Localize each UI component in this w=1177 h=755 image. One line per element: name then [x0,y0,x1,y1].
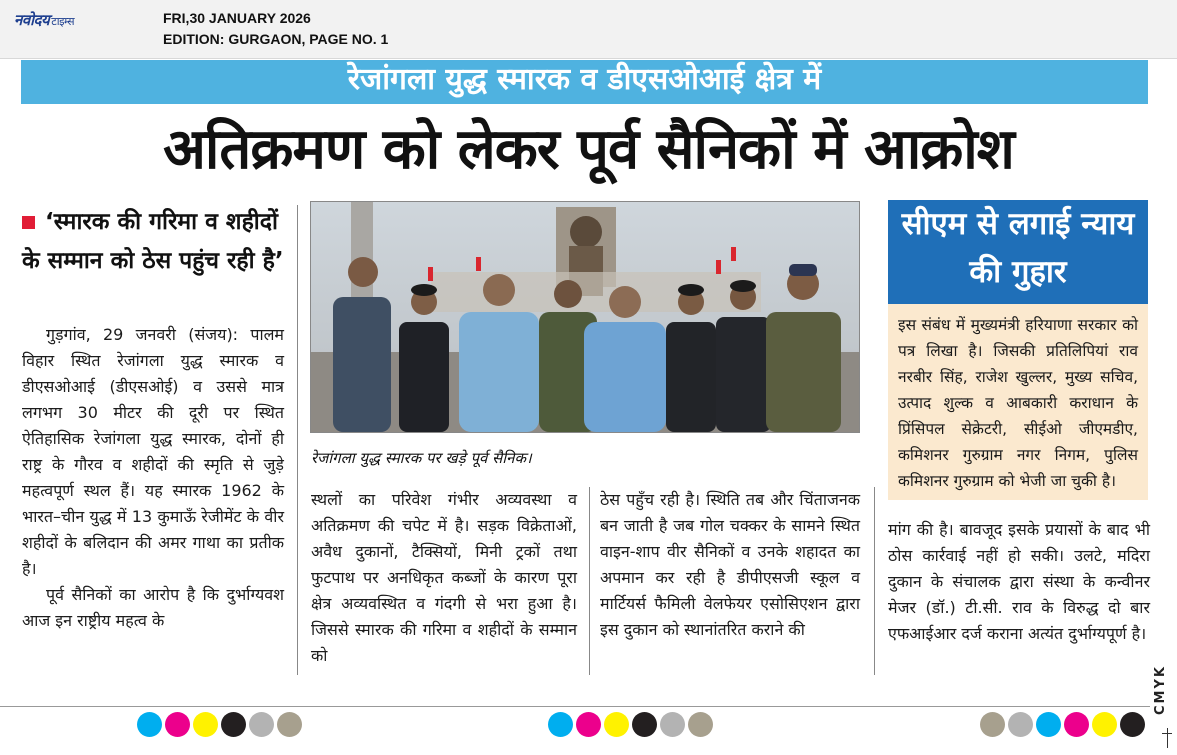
column-1-paragraph-1: गुड़गांव, 29 जनवरी (संजय): पालम विहार स्थित रेजांगला युद्ध स्मारक व डीएसओआई (डीएसओई) व उससे मात्र लगभग 30 मीटर की दूरी पर स्थित ऐतिहासिक रेजांगला युद्ध स्मारक, दोनों ही राष्ट्र के गौरव व शहीदों की स्मृति से जुड़े महत्वपूर्ण स्थल हैं। यह स्मारक 1962 के भारत–चीन युद्ध में 13 कुमाऊँ रेजीमेंट के वीर शहीदों के बलिदान की अमर गाथा का प्रतीक है। [22,325,284,578]
color-swatch [249,712,274,737]
red-square-bullet-icon [22,216,35,229]
edition-meta [163,8,388,50]
color-swatch [1092,712,1117,737]
news-photo [310,201,860,433]
column-2-text: स्थलों का परिवेश गंभीर अव्यवस्था व अतिक्रमण की चपेट में है। सड़क विक्रेताओं, अवैध दुकानों, टैक्सियों, मिनी ट्रकों तथा फुटपाथ पर अनधिकृत कब्जों के कारण पूरा क्षेत्र अव्यवस्थित व गंदगी से भरा हुआ है। जिससे स्मारक की गरिमा व शहीदों के सम्मान को [311,490,577,665]
column-rule-2 [589,487,590,675]
color-bar-right [980,712,1150,738]
article-column-3 [600,487,860,643]
color-swatch [604,712,629,737]
edition-info: EDITION: GURGAON, PAGE NO. 1 [163,31,389,47]
issue-date: FRI,30 JANUARY 2026 [163,10,311,26]
newspaper-logo [14,10,74,30]
color-swatch [1008,712,1033,737]
color-swatch [548,712,573,737]
sidebar-heading: सीएम से लगाई न्याय की गुहार [888,200,1148,304]
color-swatch [193,712,218,737]
column-1-paragraph-2: पूर्व सैनिकों का आरोप है कि दुर्भाग्यवश आज इन राष्ट्रीय महत्व के [22,585,284,630]
cmyk-label: CMYK [1153,665,1168,715]
logo-main: नवोदय [14,11,50,29]
color-swatch [980,712,1005,737]
color-swatch [277,712,302,737]
color-swatch [1120,712,1145,737]
color-swatch [660,712,685,737]
kicker-banner: रेजांगला युद्ध स्मारक व डीएसओआई क्षेत्र में [21,60,1148,104]
column-rule-3 [874,487,875,675]
group-photo-illustration [311,202,859,432]
pull-quote-text: ‘स्मारक की गरिमा व शहीदों के सम्मान को ठेस पहुंच रही है’ [22,209,284,274]
color-swatch [632,712,657,737]
color-swatch [576,712,601,737]
logo-sub: टाइम्स [51,15,75,28]
column-rule-1 [297,205,298,675]
crop-mark-vertical [1167,728,1168,748]
top-bar [0,0,1177,59]
column-3-text: ठेस पहुँच रही है। स्थिति तब और चिंताजनक बन जाती है जब गोल चक्कर के सामने स्थित वाइन-शाप वीर सैनिकों व उनके शहादत का अपमान कर रही है डीपीएसजी स्कूल व मार्टियर्स फैमिली वेलफेयर एसोसिएशन द्वारा इस दुकान को स्थानांतरित कराने की [600,490,860,639]
article-column-2 [311,487,577,669]
photo-caption: रेजांगला युद्ध स्मारक पर खड़े पूर्व सैनिक। [311,449,532,467]
sidebar-body: इस संबंध में मुख्यमंत्री हरियाणा सरकार को पत्र लिखा है। जिसकी प्रतिलिपियां राव नरबीर सिंह, राजेश खुल्लर, मुख्य सचिव, उत्पाद शुल्क व आबकारी कराधान के प्रिंसिपल सेक्रेटरी, सीईओ जीएमडीए, कमिशनर गुरुग्राम नगर निगम, पुलिस कमिशनर गुरुग्राम को भेजी जा चुकी है। [898,316,1138,490]
column-4-text: मांग की है। बावजूद इसके प्रयासों के बाद भी ठोस कार्रवाई नहीं हो सकी। उलटे, मदिरा दुकान के संचालक द्वारा संस्था के कन्वीनर मेजर (डॉ.) टी.सी. राव के विरुद्ध दो बार एफआईआर दर्ज कराना अत्यंत दुर्भाग्यपूर्ण है। [888,520,1150,643]
article-column-1 [22,322,284,634]
sidebar-box [888,304,1148,500]
pull-quote [22,203,292,281]
color-swatch [165,712,190,737]
color-bar-left [137,712,307,738]
color-swatch [1064,712,1089,737]
color-swatch [1036,712,1061,737]
article-column-4 [888,517,1150,647]
color-swatch [221,712,246,737]
color-swatch [137,712,162,737]
color-swatch [688,712,713,737]
bottom-rule [0,706,1150,707]
headline: अतिक्रमण को लेकर पूर्व सैनिकों में आक्रोश [163,117,1014,182]
color-bar-middle [548,712,718,738]
